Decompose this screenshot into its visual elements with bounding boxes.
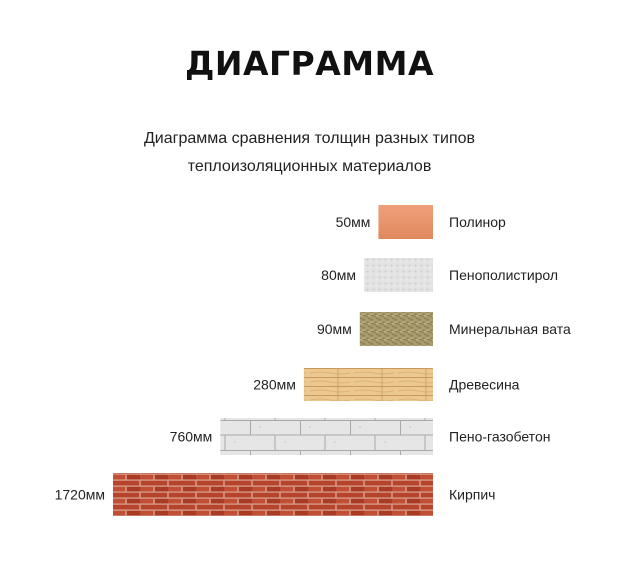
bar-aerated-concrete xyxy=(220,418,433,455)
value-label-polinor: 50мм xyxy=(335,214,371,230)
bar-foam xyxy=(364,258,433,292)
category-label-wood: Древесина xyxy=(449,376,520,393)
category-label-polinor: Полинор xyxy=(449,214,506,230)
bar-mineral-wool xyxy=(360,312,433,346)
bar-brick xyxy=(113,473,433,516)
bar-wood xyxy=(304,368,433,401)
bar-polinor xyxy=(378,205,433,239)
page-title: ДИАГРАММА xyxy=(184,44,435,83)
category-label-foam: Пенополистирол xyxy=(449,267,559,283)
value-label-aerated-concrete: 760мм xyxy=(169,428,213,445)
category-label-brick: Кирпич xyxy=(449,486,496,503)
value-label-wood: 280мм xyxy=(253,376,296,393)
subtitle-line-2: теплоизоляционных материалов xyxy=(187,158,432,175)
category-label-mineral-wool: Минеральная вата xyxy=(449,321,571,337)
value-label-foam: 80мм xyxy=(321,267,356,283)
value-label-mineral-wool: 90мм xyxy=(316,321,352,337)
category-label-aerated-concrete: Пено-газобетон xyxy=(449,428,551,445)
subtitle-line-1: Диаграмма сравнения толщин разных типов xyxy=(143,130,476,147)
value-label-brick: 1720мм xyxy=(54,486,105,503)
